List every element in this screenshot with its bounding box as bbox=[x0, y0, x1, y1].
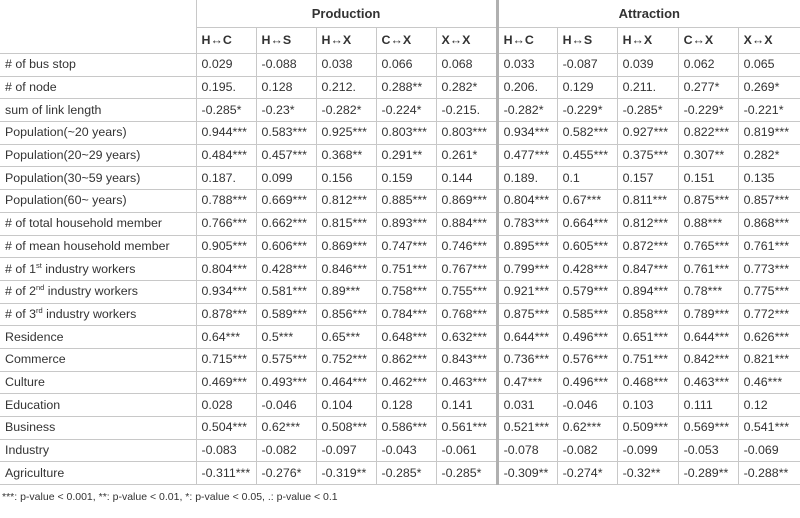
production-cell: 0.752*** bbox=[316, 348, 376, 371]
attraction-cell: 0.819*** bbox=[738, 122, 800, 145]
row-label-text: Industry bbox=[5, 443, 50, 458]
row-label bbox=[0, 439, 196, 462]
production-cell: 0.493*** bbox=[256, 371, 316, 394]
row-label-text: # of 2 bbox=[5, 284, 37, 299]
attraction-cell: 0.282* bbox=[738, 144, 800, 167]
attraction-cell: -0.221* bbox=[738, 99, 800, 122]
attraction-cell: 0.468*** bbox=[617, 371, 678, 394]
production-cell: -0.097 bbox=[316, 439, 376, 462]
production-cell: 0.788*** bbox=[196, 190, 256, 213]
attraction-cell: 0.375*** bbox=[617, 144, 678, 167]
table-row bbox=[0, 54, 800, 77]
attraction-cell: 0.88*** bbox=[678, 212, 738, 235]
production-cell: 0.815*** bbox=[316, 212, 376, 235]
row-label bbox=[0, 167, 196, 190]
table-row bbox=[0, 371, 800, 394]
group-header-attraction: Attraction bbox=[497, 0, 800, 28]
attraction-subheader: H↔S bbox=[557, 28, 617, 54]
production-cell: 0.747*** bbox=[376, 235, 436, 258]
attraction-cell: 0.872*** bbox=[617, 235, 678, 258]
table-row bbox=[0, 326, 800, 349]
attraction-cell: 0.269* bbox=[738, 76, 800, 99]
production-subheader: X↔X bbox=[436, 28, 497, 54]
row-label-text: Population(60~ years) bbox=[5, 193, 127, 208]
attraction-cell: 0.626*** bbox=[738, 326, 800, 349]
row-label-header bbox=[0, 0, 196, 54]
table-row bbox=[0, 76, 800, 99]
attraction-cell: 0.062 bbox=[678, 54, 738, 77]
attraction-cell: -0.229* bbox=[678, 99, 738, 122]
production-cell: 0.038 bbox=[316, 54, 376, 77]
attraction-cell: 0.857*** bbox=[738, 190, 800, 213]
production-cell: -0.282* bbox=[316, 99, 376, 122]
production-cell: 0.457*** bbox=[256, 144, 316, 167]
production-subheader: C↔X bbox=[376, 28, 436, 54]
production-cell: -0.285* bbox=[436, 462, 497, 485]
production-cell: 0.288** bbox=[376, 76, 436, 99]
attraction-cell: 0.811*** bbox=[617, 190, 678, 213]
production-cell: 0.934*** bbox=[196, 280, 256, 303]
attraction-cell: 0.477*** bbox=[497, 144, 557, 167]
attraction-cell: -0.082 bbox=[557, 439, 617, 462]
production-cell: 0.62*** bbox=[256, 417, 316, 440]
attraction-cell: 0.463*** bbox=[678, 371, 738, 394]
table-row bbox=[0, 417, 800, 440]
production-cell: 0.581*** bbox=[256, 280, 316, 303]
table-row bbox=[0, 122, 800, 145]
attraction-cell: 0.496*** bbox=[557, 326, 617, 349]
attraction-cell: 0.277* bbox=[678, 76, 738, 99]
production-cell: -0.215. bbox=[436, 99, 497, 122]
row-label-text: Population(20~29 years) bbox=[5, 148, 141, 163]
attraction-cell: 0.569*** bbox=[678, 417, 738, 440]
row-label-text: # of 1 bbox=[5, 261, 37, 276]
production-cell: 0.586*** bbox=[376, 417, 436, 440]
production-cell: 0.784*** bbox=[376, 303, 436, 326]
row-label-superscript: rd bbox=[36, 305, 43, 315]
production-cell: 0.144 bbox=[436, 167, 497, 190]
production-cell: 0.5*** bbox=[256, 326, 316, 349]
row-label-text: # of total household member bbox=[5, 216, 163, 231]
production-cell: 0.504*** bbox=[196, 417, 256, 440]
attraction-cell: 0.151 bbox=[678, 167, 738, 190]
production-cell: 0.905*** bbox=[196, 235, 256, 258]
row-label bbox=[0, 212, 196, 235]
attraction-cell: 0.211. bbox=[617, 76, 678, 99]
row-label bbox=[0, 394, 196, 417]
attraction-subheader: X↔X bbox=[738, 28, 800, 54]
row-label bbox=[0, 348, 196, 371]
row-label-superscript: st bbox=[36, 260, 42, 270]
production-cell: 0.715*** bbox=[196, 348, 256, 371]
production-cell: 0.368** bbox=[316, 144, 376, 167]
attraction-cell: 0.775*** bbox=[738, 280, 800, 303]
attraction-cell: 0.129 bbox=[557, 76, 617, 99]
table-row bbox=[0, 303, 800, 326]
table-row bbox=[0, 348, 800, 371]
production-cell: 0.64*** bbox=[196, 326, 256, 349]
row-label-suffix: industry workers bbox=[41, 261, 136, 276]
production-cell: 0.575*** bbox=[256, 348, 316, 371]
production-cell: 0.195. bbox=[196, 76, 256, 99]
row-label-text: Population(30~59 years) bbox=[5, 170, 141, 185]
production-cell: 0.428*** bbox=[256, 258, 316, 281]
attraction-cell: -0.099 bbox=[617, 439, 678, 462]
group-header-production: Production bbox=[196, 0, 497, 28]
row-label bbox=[0, 54, 196, 77]
attraction-cell: 0.847*** bbox=[617, 258, 678, 281]
production-cell: 0.885*** bbox=[376, 190, 436, 213]
attraction-cell: -0.087 bbox=[557, 54, 617, 77]
significance-note: ***: p-value < 0.001, **: p-value < 0.01, *: p-value < 0.05, .: p-value < 0.1 bbox=[2, 491, 338, 504]
attraction-cell: 0.736*** bbox=[497, 348, 557, 371]
row-label bbox=[0, 326, 196, 349]
production-subheader: H↔S bbox=[256, 28, 316, 54]
attraction-cell: 0.812*** bbox=[617, 212, 678, 235]
table-row bbox=[0, 235, 800, 258]
production-cell: 0.156 bbox=[316, 167, 376, 190]
production-cell: 0.746*** bbox=[436, 235, 497, 258]
row-label bbox=[0, 99, 196, 122]
attraction-cell: 0.579*** bbox=[557, 280, 617, 303]
attraction-cell: 0.821*** bbox=[738, 348, 800, 371]
attraction-cell: 0.039 bbox=[617, 54, 678, 77]
attraction-cell: -0.282* bbox=[497, 99, 557, 122]
production-cell: 0.128 bbox=[376, 394, 436, 417]
production-cell: 0.462*** bbox=[376, 371, 436, 394]
row-label-text: # of 3 bbox=[5, 306, 37, 321]
attraction-cell: 0.585*** bbox=[557, 303, 617, 326]
production-cell: 0.282* bbox=[436, 76, 497, 99]
attraction-cell: 0.894*** bbox=[617, 280, 678, 303]
attraction-cell: 0.605*** bbox=[557, 235, 617, 258]
attraction-cell: 0.521*** bbox=[497, 417, 557, 440]
row-label-text: # of mean household member bbox=[5, 238, 170, 253]
attraction-cell: 0.46*** bbox=[738, 371, 800, 394]
attraction-cell: 0.033 bbox=[497, 54, 557, 77]
production-cell: 0.632*** bbox=[436, 326, 497, 349]
row-label-superscript: nd bbox=[36, 283, 45, 293]
attraction-cell: 0.822*** bbox=[678, 122, 738, 145]
attraction-cell: 0.895*** bbox=[497, 235, 557, 258]
production-cell: 0.669*** bbox=[256, 190, 316, 213]
row-label-text: Culture bbox=[5, 374, 45, 389]
row-label bbox=[0, 235, 196, 258]
row-label bbox=[0, 371, 196, 394]
production-cell: 0.767*** bbox=[436, 258, 497, 281]
row-label bbox=[0, 122, 196, 145]
row-label bbox=[0, 190, 196, 213]
table-row bbox=[0, 439, 800, 462]
attraction-subheader: H↔C bbox=[497, 28, 557, 54]
attraction-cell: 0.799*** bbox=[497, 258, 557, 281]
row-label-text: # of node bbox=[5, 80, 57, 95]
attraction-cell: 0.868*** bbox=[738, 212, 800, 235]
production-cell: -0.083 bbox=[196, 439, 256, 462]
production-cell: 0.869*** bbox=[436, 190, 497, 213]
attraction-cell: 0.47*** bbox=[497, 371, 557, 394]
production-cell: 0.606*** bbox=[256, 235, 316, 258]
production-subheader: H↔C bbox=[196, 28, 256, 54]
attraction-cell: -0.274* bbox=[557, 462, 617, 485]
attraction-cell: 0.189. bbox=[497, 167, 557, 190]
attraction-cell: 0.875*** bbox=[678, 190, 738, 213]
row-label-suffix: industry workers bbox=[42, 306, 137, 321]
production-cell: 0.648*** bbox=[376, 326, 436, 349]
attraction-cell: 0.67*** bbox=[557, 190, 617, 213]
production-cell: 0.803*** bbox=[436, 122, 497, 145]
production-cell: 0.187. bbox=[196, 167, 256, 190]
production-cell: 0.561*** bbox=[436, 417, 497, 440]
production-cell: 0.893*** bbox=[376, 212, 436, 235]
attraction-cell: -0.229* bbox=[557, 99, 617, 122]
attraction-cell: -0.288** bbox=[738, 462, 800, 485]
attraction-cell: 0.576*** bbox=[557, 348, 617, 371]
attraction-cell: 0.842*** bbox=[678, 348, 738, 371]
production-cell: 0.291** bbox=[376, 144, 436, 167]
production-cell: 0.066 bbox=[376, 54, 436, 77]
production-cell: 0.843*** bbox=[436, 348, 497, 371]
row-label-suffix: industry workers bbox=[44, 284, 139, 299]
attraction-cell: 0.111 bbox=[678, 394, 738, 417]
attraction-cell: 0.765*** bbox=[678, 235, 738, 258]
row-label-text: Commerce bbox=[5, 352, 66, 367]
row-label-text: Business bbox=[5, 420, 56, 435]
production-cell: 0.878*** bbox=[196, 303, 256, 326]
production-cell: 0.846*** bbox=[316, 258, 376, 281]
production-cell: 0.768*** bbox=[436, 303, 497, 326]
production-cell: -0.224* bbox=[376, 99, 436, 122]
attraction-cell: 0.455*** bbox=[557, 144, 617, 167]
attraction-cell: 0.858*** bbox=[617, 303, 678, 326]
attraction-cell: 0.582*** bbox=[557, 122, 617, 145]
attraction-cell: 0.509*** bbox=[617, 417, 678, 440]
attraction-cell: 0.78*** bbox=[678, 280, 738, 303]
production-cell: 0.028 bbox=[196, 394, 256, 417]
production-cell: -0.23* bbox=[256, 99, 316, 122]
production-cell: -0.082 bbox=[256, 439, 316, 462]
production-cell: 0.212. bbox=[316, 76, 376, 99]
attraction-cell: 0.664*** bbox=[557, 212, 617, 235]
production-cell: 0.583*** bbox=[256, 122, 316, 145]
production-cell: -0.311*** bbox=[196, 462, 256, 485]
attraction-cell: 0.772*** bbox=[738, 303, 800, 326]
production-cell: -0.061 bbox=[436, 439, 497, 462]
production-cell: -0.043 bbox=[376, 439, 436, 462]
production-cell: 0.662*** bbox=[256, 212, 316, 235]
production-cell: 0.484*** bbox=[196, 144, 256, 167]
attraction-cell: -0.309** bbox=[497, 462, 557, 485]
table-row bbox=[0, 99, 800, 122]
row-label bbox=[0, 144, 196, 167]
production-cell: 0.758*** bbox=[376, 280, 436, 303]
production-cell: 0.803*** bbox=[376, 122, 436, 145]
production-cell: 0.812*** bbox=[316, 190, 376, 213]
group-header-row bbox=[0, 0, 800, 28]
production-cell: 0.261* bbox=[436, 144, 497, 167]
production-cell: -0.285* bbox=[376, 462, 436, 485]
attraction-subheader: C↔X bbox=[678, 28, 738, 54]
attraction-cell: 0.927*** bbox=[617, 122, 678, 145]
production-cell: 0.068 bbox=[436, 54, 497, 77]
row-label bbox=[0, 417, 196, 440]
attraction-cell: 0.644*** bbox=[497, 326, 557, 349]
production-cell: 0.464*** bbox=[316, 371, 376, 394]
row-label bbox=[0, 76, 196, 99]
table-row bbox=[0, 144, 800, 167]
production-cell: 0.925*** bbox=[316, 122, 376, 145]
row-label bbox=[0, 258, 196, 281]
attraction-cell: 0.789*** bbox=[678, 303, 738, 326]
production-cell: 0.589*** bbox=[256, 303, 316, 326]
production-subheader: H↔X bbox=[316, 28, 376, 54]
attraction-cell: 0.921*** bbox=[497, 280, 557, 303]
attraction-cell: 0.875*** bbox=[497, 303, 557, 326]
table-row bbox=[0, 258, 800, 281]
production-cell: 0.862*** bbox=[376, 348, 436, 371]
table-body bbox=[0, 54, 800, 485]
production-cell: 0.804*** bbox=[196, 258, 256, 281]
attraction-cell: 0.541*** bbox=[738, 417, 800, 440]
attraction-cell: 0.804*** bbox=[497, 190, 557, 213]
row-label-text: Agriculture bbox=[5, 465, 65, 480]
production-cell: -0.088 bbox=[256, 54, 316, 77]
production-cell: 0.099 bbox=[256, 167, 316, 190]
attraction-cell: 0.496*** bbox=[557, 371, 617, 394]
production-cell: 0.89*** bbox=[316, 280, 376, 303]
table-row bbox=[0, 394, 800, 417]
attraction-cell: 0.62*** bbox=[557, 417, 617, 440]
attraction-cell: 0.751*** bbox=[617, 348, 678, 371]
production-cell: 0.128 bbox=[256, 76, 316, 99]
production-cell: -0.319** bbox=[316, 462, 376, 485]
attraction-cell: 0.761*** bbox=[678, 258, 738, 281]
attraction-cell: -0.053 bbox=[678, 439, 738, 462]
row-label-text: sum of link length bbox=[5, 102, 102, 117]
attraction-cell: -0.046 bbox=[557, 394, 617, 417]
production-cell: 0.884*** bbox=[436, 212, 497, 235]
attraction-cell: 0.031 bbox=[497, 394, 557, 417]
row-label bbox=[0, 462, 196, 485]
table-row bbox=[0, 167, 800, 190]
attraction-cell: 0.761*** bbox=[738, 235, 800, 258]
attraction-cell: 0.934*** bbox=[497, 122, 557, 145]
table-row bbox=[0, 280, 800, 303]
attraction-cell: 0.12 bbox=[738, 394, 800, 417]
table-row bbox=[0, 212, 800, 235]
production-cell: 0.463*** bbox=[436, 371, 497, 394]
production-cell: -0.285* bbox=[196, 99, 256, 122]
row-label-text: # of bus stop bbox=[5, 57, 76, 72]
table-row bbox=[0, 462, 800, 485]
attraction-cell: 0.651*** bbox=[617, 326, 678, 349]
row-label-text: Residence bbox=[5, 329, 64, 344]
production-cell: -0.046 bbox=[256, 394, 316, 417]
attraction-cell: 0.783*** bbox=[497, 212, 557, 235]
attraction-cell: -0.285* bbox=[617, 99, 678, 122]
attraction-cell: 0.206. bbox=[497, 76, 557, 99]
table-row bbox=[0, 190, 800, 213]
production-cell: 0.65*** bbox=[316, 326, 376, 349]
attraction-subheader: H↔X bbox=[617, 28, 678, 54]
attraction-cell: 0.135 bbox=[738, 167, 800, 190]
production-cell: -0.276* bbox=[256, 462, 316, 485]
attraction-cell: -0.078 bbox=[497, 439, 557, 462]
production-cell: 0.159 bbox=[376, 167, 436, 190]
production-cell: 0.856*** bbox=[316, 303, 376, 326]
attraction-cell: -0.32** bbox=[617, 462, 678, 485]
attraction-cell: -0.289** bbox=[678, 462, 738, 485]
production-cell: 0.755*** bbox=[436, 280, 497, 303]
attraction-cell: 0.307** bbox=[678, 144, 738, 167]
attraction-cell: -0.069 bbox=[738, 439, 800, 462]
production-cell: 0.766*** bbox=[196, 212, 256, 235]
attraction-cell: 0.1 bbox=[557, 167, 617, 190]
production-cell: 0.944*** bbox=[196, 122, 256, 145]
attraction-cell: 0.644*** bbox=[678, 326, 738, 349]
attraction-cell: 0.103 bbox=[617, 394, 678, 417]
production-cell: 0.141 bbox=[436, 394, 497, 417]
attraction-cell: 0.157 bbox=[617, 167, 678, 190]
row-label-text: Population(~20 years) bbox=[5, 125, 127, 140]
production-cell: 0.508*** bbox=[316, 417, 376, 440]
attraction-cell: 0.428*** bbox=[557, 258, 617, 281]
attraction-cell: 0.065 bbox=[738, 54, 800, 77]
production-cell: 0.029 bbox=[196, 54, 256, 77]
row-label bbox=[0, 280, 196, 303]
row-label bbox=[0, 303, 196, 326]
production-cell: 0.869*** bbox=[316, 235, 376, 258]
production-cell: 0.751*** bbox=[376, 258, 436, 281]
row-label-text: Education bbox=[5, 397, 61, 412]
production-cell: 0.104 bbox=[316, 394, 376, 417]
production-cell: 0.469*** bbox=[196, 371, 256, 394]
attraction-cell: 0.773*** bbox=[738, 258, 800, 281]
